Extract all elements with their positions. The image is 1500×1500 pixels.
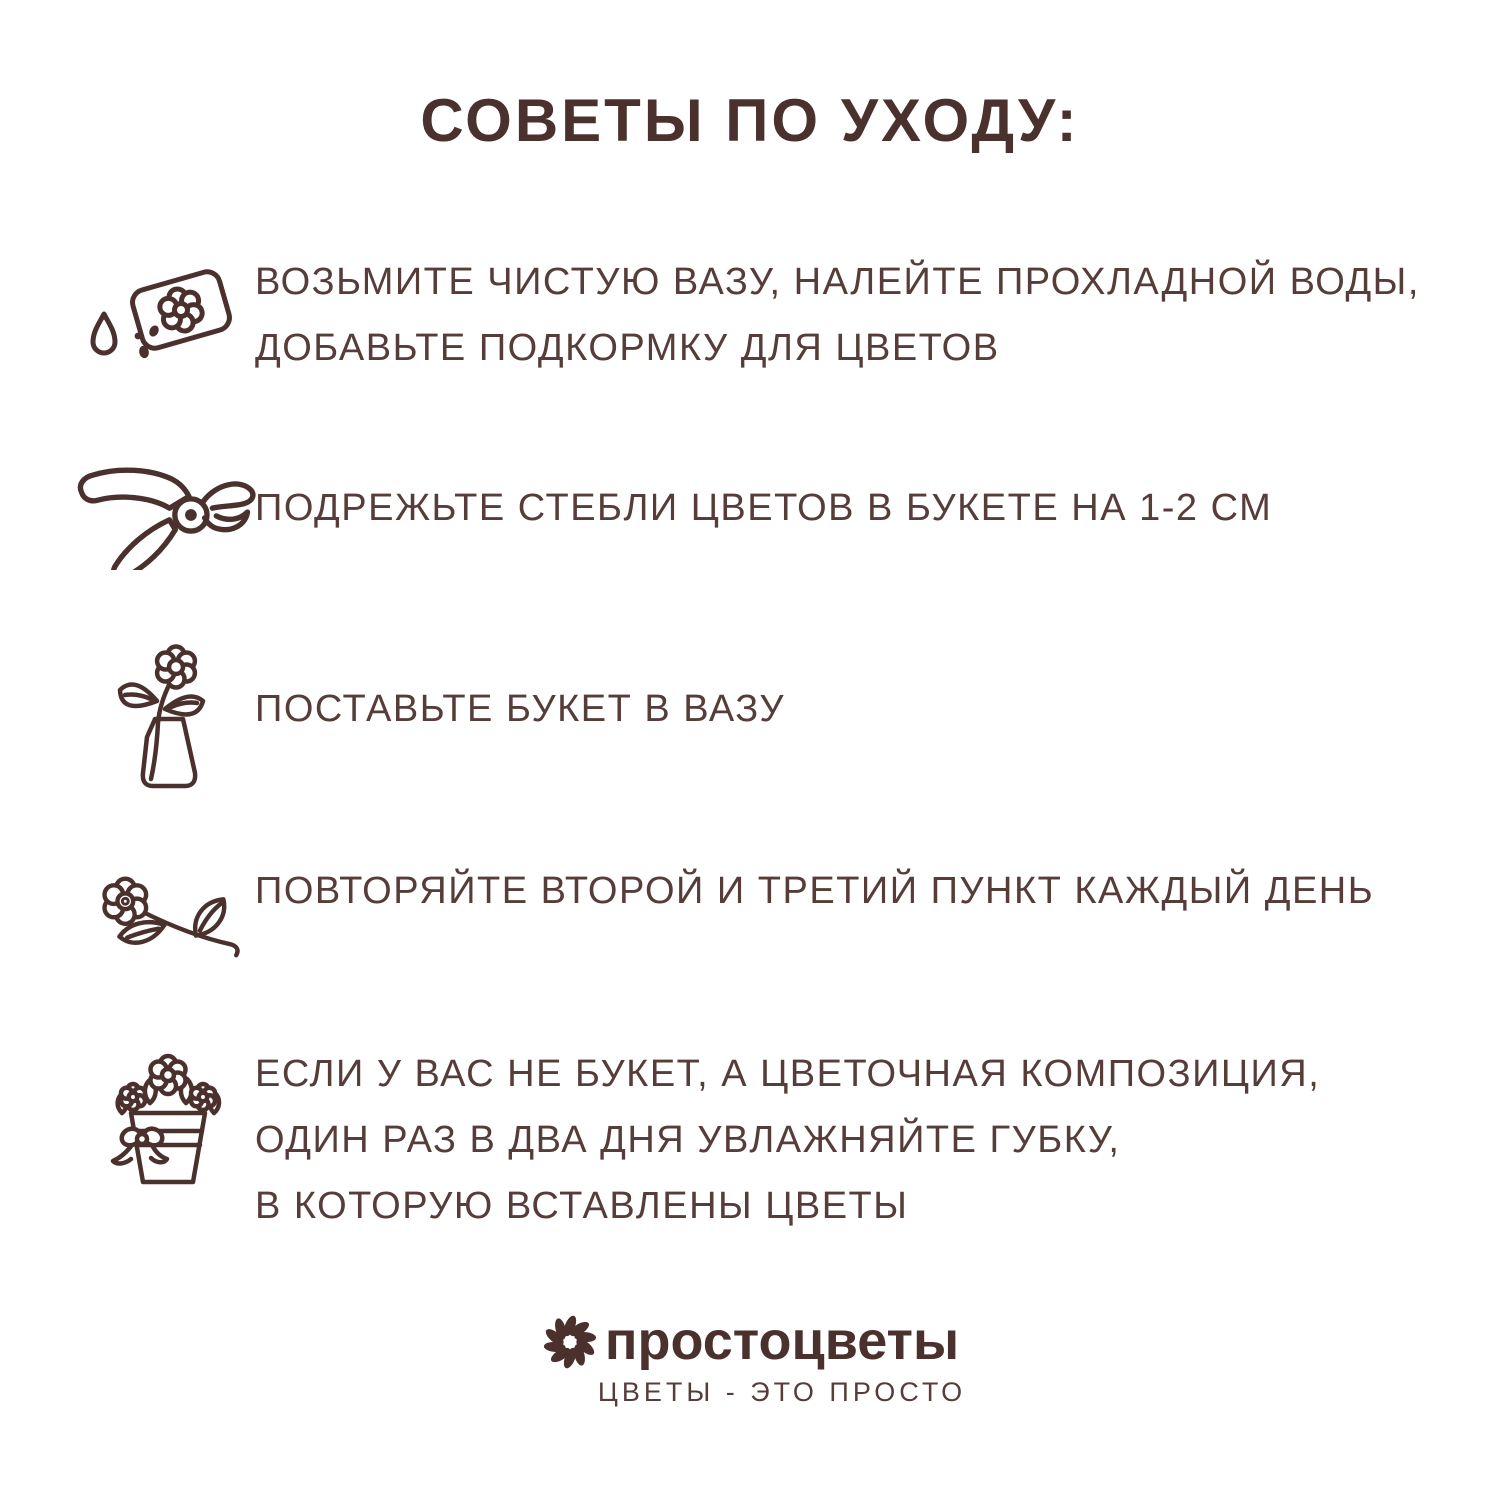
- tip-row-3: [80, 634, 1430, 796]
- tip-line: ЕСЛИ У ВАС НЕ БУКЕТ, А ЦВЕТОЧНАЯ КОМПОЗИЦИЯ,: [255, 1053, 1321, 1095]
- tip-text-3: [255, 676, 785, 742]
- brand-row: [541, 1312, 959, 1371]
- page-title: СОВЕТЫ ПО УХОДУ:: [420, 87, 1080, 154]
- flower-pot-icon: [80, 1051, 255, 1189]
- flower-vase-icon: [80, 639, 255, 791]
- tip-row-2: [80, 454, 1430, 574]
- brand-tagline: ЦВЕТЫ - ЭТО ПРОСТО: [597, 1377, 967, 1408]
- pruning-shears-icon: [80, 458, 255, 570]
- tip-row-1: [80, 252, 1430, 392]
- tip-line: ДОБАВЬТЕ ПОДКОРМКУ ДЛЯ ЦВЕТОВ: [255, 327, 1000, 369]
- tip-text-2: [255, 475, 1272, 541]
- tip-row-4: [80, 850, 1430, 980]
- footer: [0, 1312, 1500, 1408]
- tip-text-4: [255, 858, 1374, 924]
- tip-line: ОДИН РАЗ В ДВА ДНЯ УВЛАЖНЯЙТЕ ГУБКУ,: [255, 1119, 1121, 1161]
- tip-line: ВОЗЬМИТЕ ЧИСТУЮ ВАЗУ, НАЛЕЙТЕ ПРОХЛАДНОЙ ВОДЫ,: [255, 261, 1420, 303]
- tip-line: ПОСТАВЬТЕ БУКЕТ В ВАЗУ: [255, 688, 785, 730]
- tip-text-5: [255, 1041, 1320, 1239]
- tip-text-1: [255, 249, 1420, 381]
- tip-line: ПОВТОРЯЙТЕ ВТОРОЙ И ТРЕТИЙ ПУНКТ КАЖДЫЙ ДЕНЬ: [255, 870, 1375, 912]
- fertilizer-packet-icon: [80, 268, 255, 376]
- tip-row-5: [80, 1020, 1430, 1227]
- flower-logo-icon: [541, 1313, 599, 1371]
- tip-line: В КОТОРУЮ ВСТАВЛЕНЫ ЦВЕТЫ: [255, 1185, 909, 1227]
- tip-line: ПОДРЕЖЬТЕ СТЕБЛИ ЦВЕТОВ В БУКЕТЕ НА 1-2 СМ: [255, 487, 1273, 529]
- flower-icon: [80, 862, 255, 968]
- brand-name: простоцветы: [604, 1311, 960, 1371]
